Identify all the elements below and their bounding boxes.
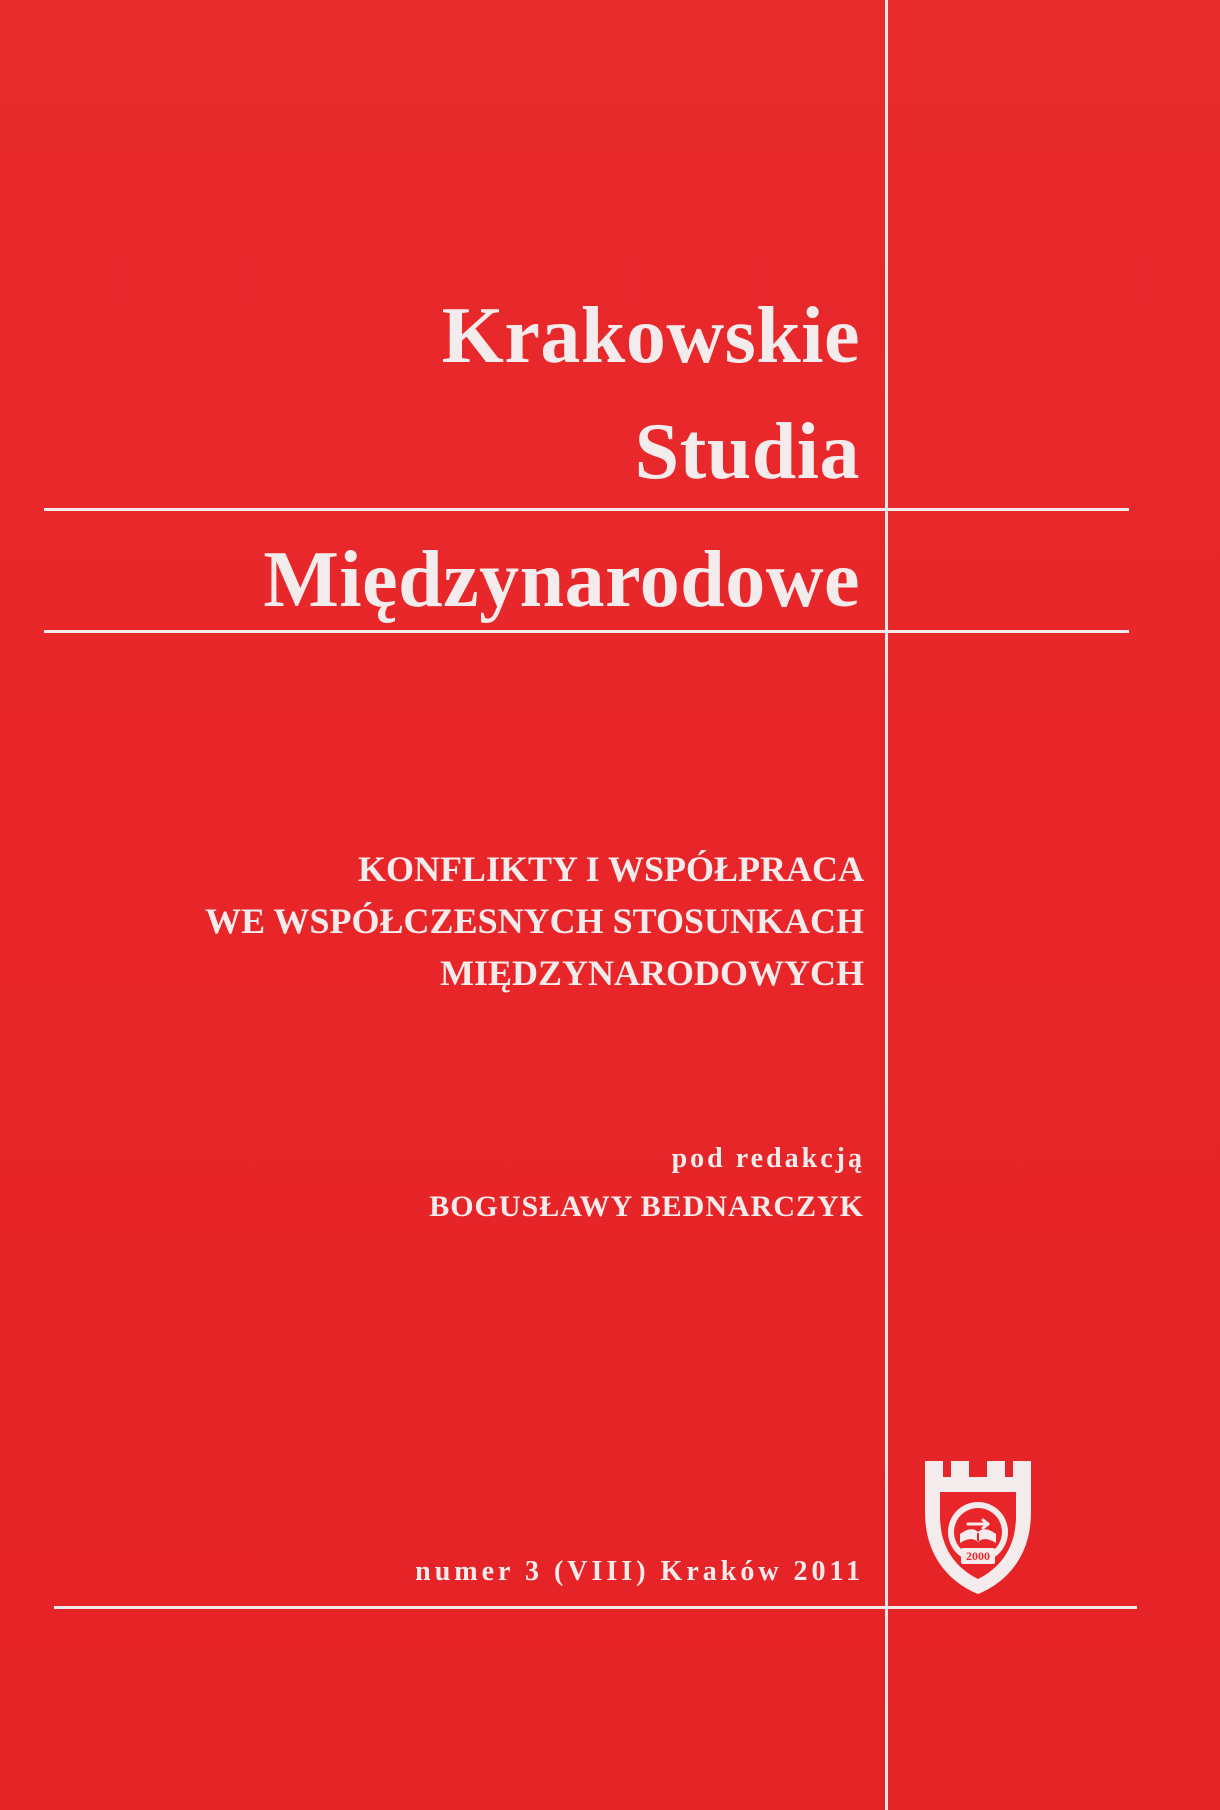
- university-crest-icon: [922, 1460, 1034, 1596]
- series-title-line-2: Studia: [634, 408, 860, 496]
- volume-title-line-2: WE WSPÓŁCZESNYCH STOSUNKACH: [205, 901, 864, 941]
- title-rule-top: [44, 508, 1129, 511]
- issue-info: numer 3 (VIII) Kraków 2011: [415, 1556, 864, 1587]
- footer-rule: [54, 1606, 1137, 1609]
- editor-name: BOGUSŁAWY BEDNARCZYK: [429, 1190, 864, 1223]
- series-title-line-1: Krakowskie: [441, 292, 860, 380]
- crest-year: 2000: [966, 1549, 990, 1563]
- series-title-line-3: Międzynarodowe: [263, 536, 860, 624]
- volume-title-line-1: KONFLIKTY I WSPÓŁPRACA: [357, 849, 864, 889]
- editor-label: pod redakcją: [671, 1143, 865, 1174]
- volume-title-line-3: MIĘDZYNARODOWYCH: [439, 953, 864, 993]
- title-rule-bottom: [44, 630, 1129, 633]
- vertical-rule: [885, 0, 888, 1810]
